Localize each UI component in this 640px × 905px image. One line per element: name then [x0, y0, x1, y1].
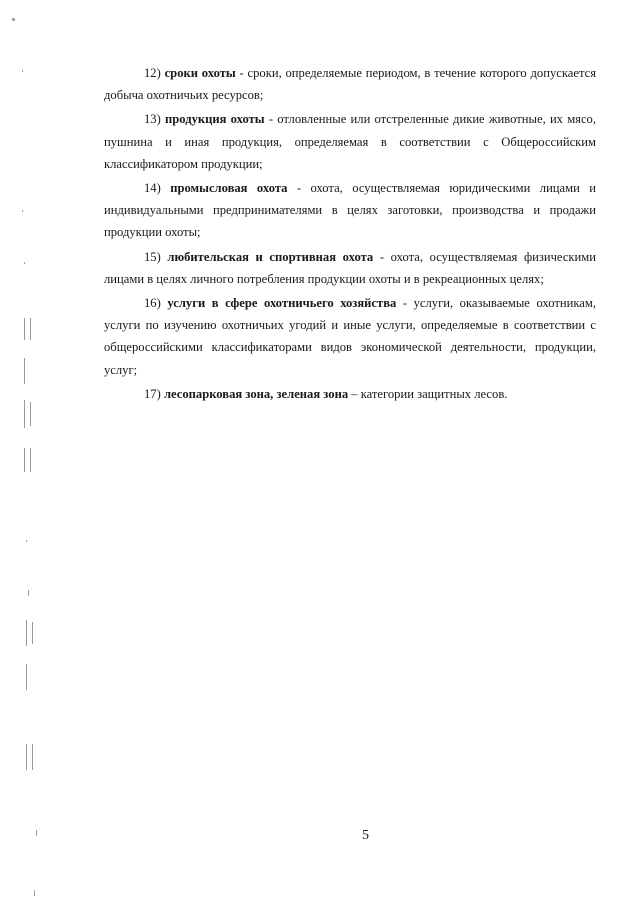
- defined-term: сроки охоты: [164, 66, 236, 80]
- definition-17: [104, 383, 596, 405]
- definition-16: [104, 292, 596, 381]
- definition-14: [104, 177, 596, 244]
- item-number: 12): [144, 66, 161, 80]
- definition-text: - услуги, оказываемые охотникам, услуги по изучению охотничьих угодий и иные услуги, определяемые в соответствии с общероссийскими классификаторами видов экономической деятельности, продукции, услуг;: [104, 296, 596, 377]
- item-number: 14): [144, 181, 161, 196]
- definition-13: [104, 108, 596, 175]
- defined-term: промысловая охота: [170, 181, 288, 196]
- item-number: 15): [144, 249, 161, 264]
- definition-15: [104, 246, 596, 290]
- definition-12: [104, 62, 596, 106]
- item-number: 17): [144, 386, 161, 401]
- definition-text: - отловленные или отстреленные дикие животные, их мясо, пушнина и иная продукция, определяемая в соответствии с Общероссийским классификатором продукции;: [104, 112, 596, 171]
- page-number: 5: [362, 828, 369, 843]
- item-number: 13): [144, 112, 161, 127]
- defined-term: услуги в сфере охотничьего хозяйства: [167, 296, 397, 311]
- definition-text: – категории защитных лесов.: [348, 386, 508, 401]
- defined-term: лесопарковая зона, зеленая зона: [163, 386, 349, 401]
- item-number: 16): [144, 296, 161, 311]
- definition-text: - охота, осуществляемая юридическими лицами и индивидуальными предпринимателями в целях заготовки, производства и продажи продукции охоты;: [104, 181, 596, 240]
- defined-term: любительская и спортивная охота: [167, 249, 374, 264]
- definition-text: - охота, осуществляемая физическими лицами в целях личного потребления продукции охоты и в рекреационных целях;: [104, 249, 596, 286]
- definition-text: - сроки, определяемые периодом, в течение которого допускается добыча охотничьих ресурсов;: [104, 66, 596, 103]
- document-body: [104, 62, 596, 407]
- defined-term: продукция охоты: [165, 112, 265, 127]
